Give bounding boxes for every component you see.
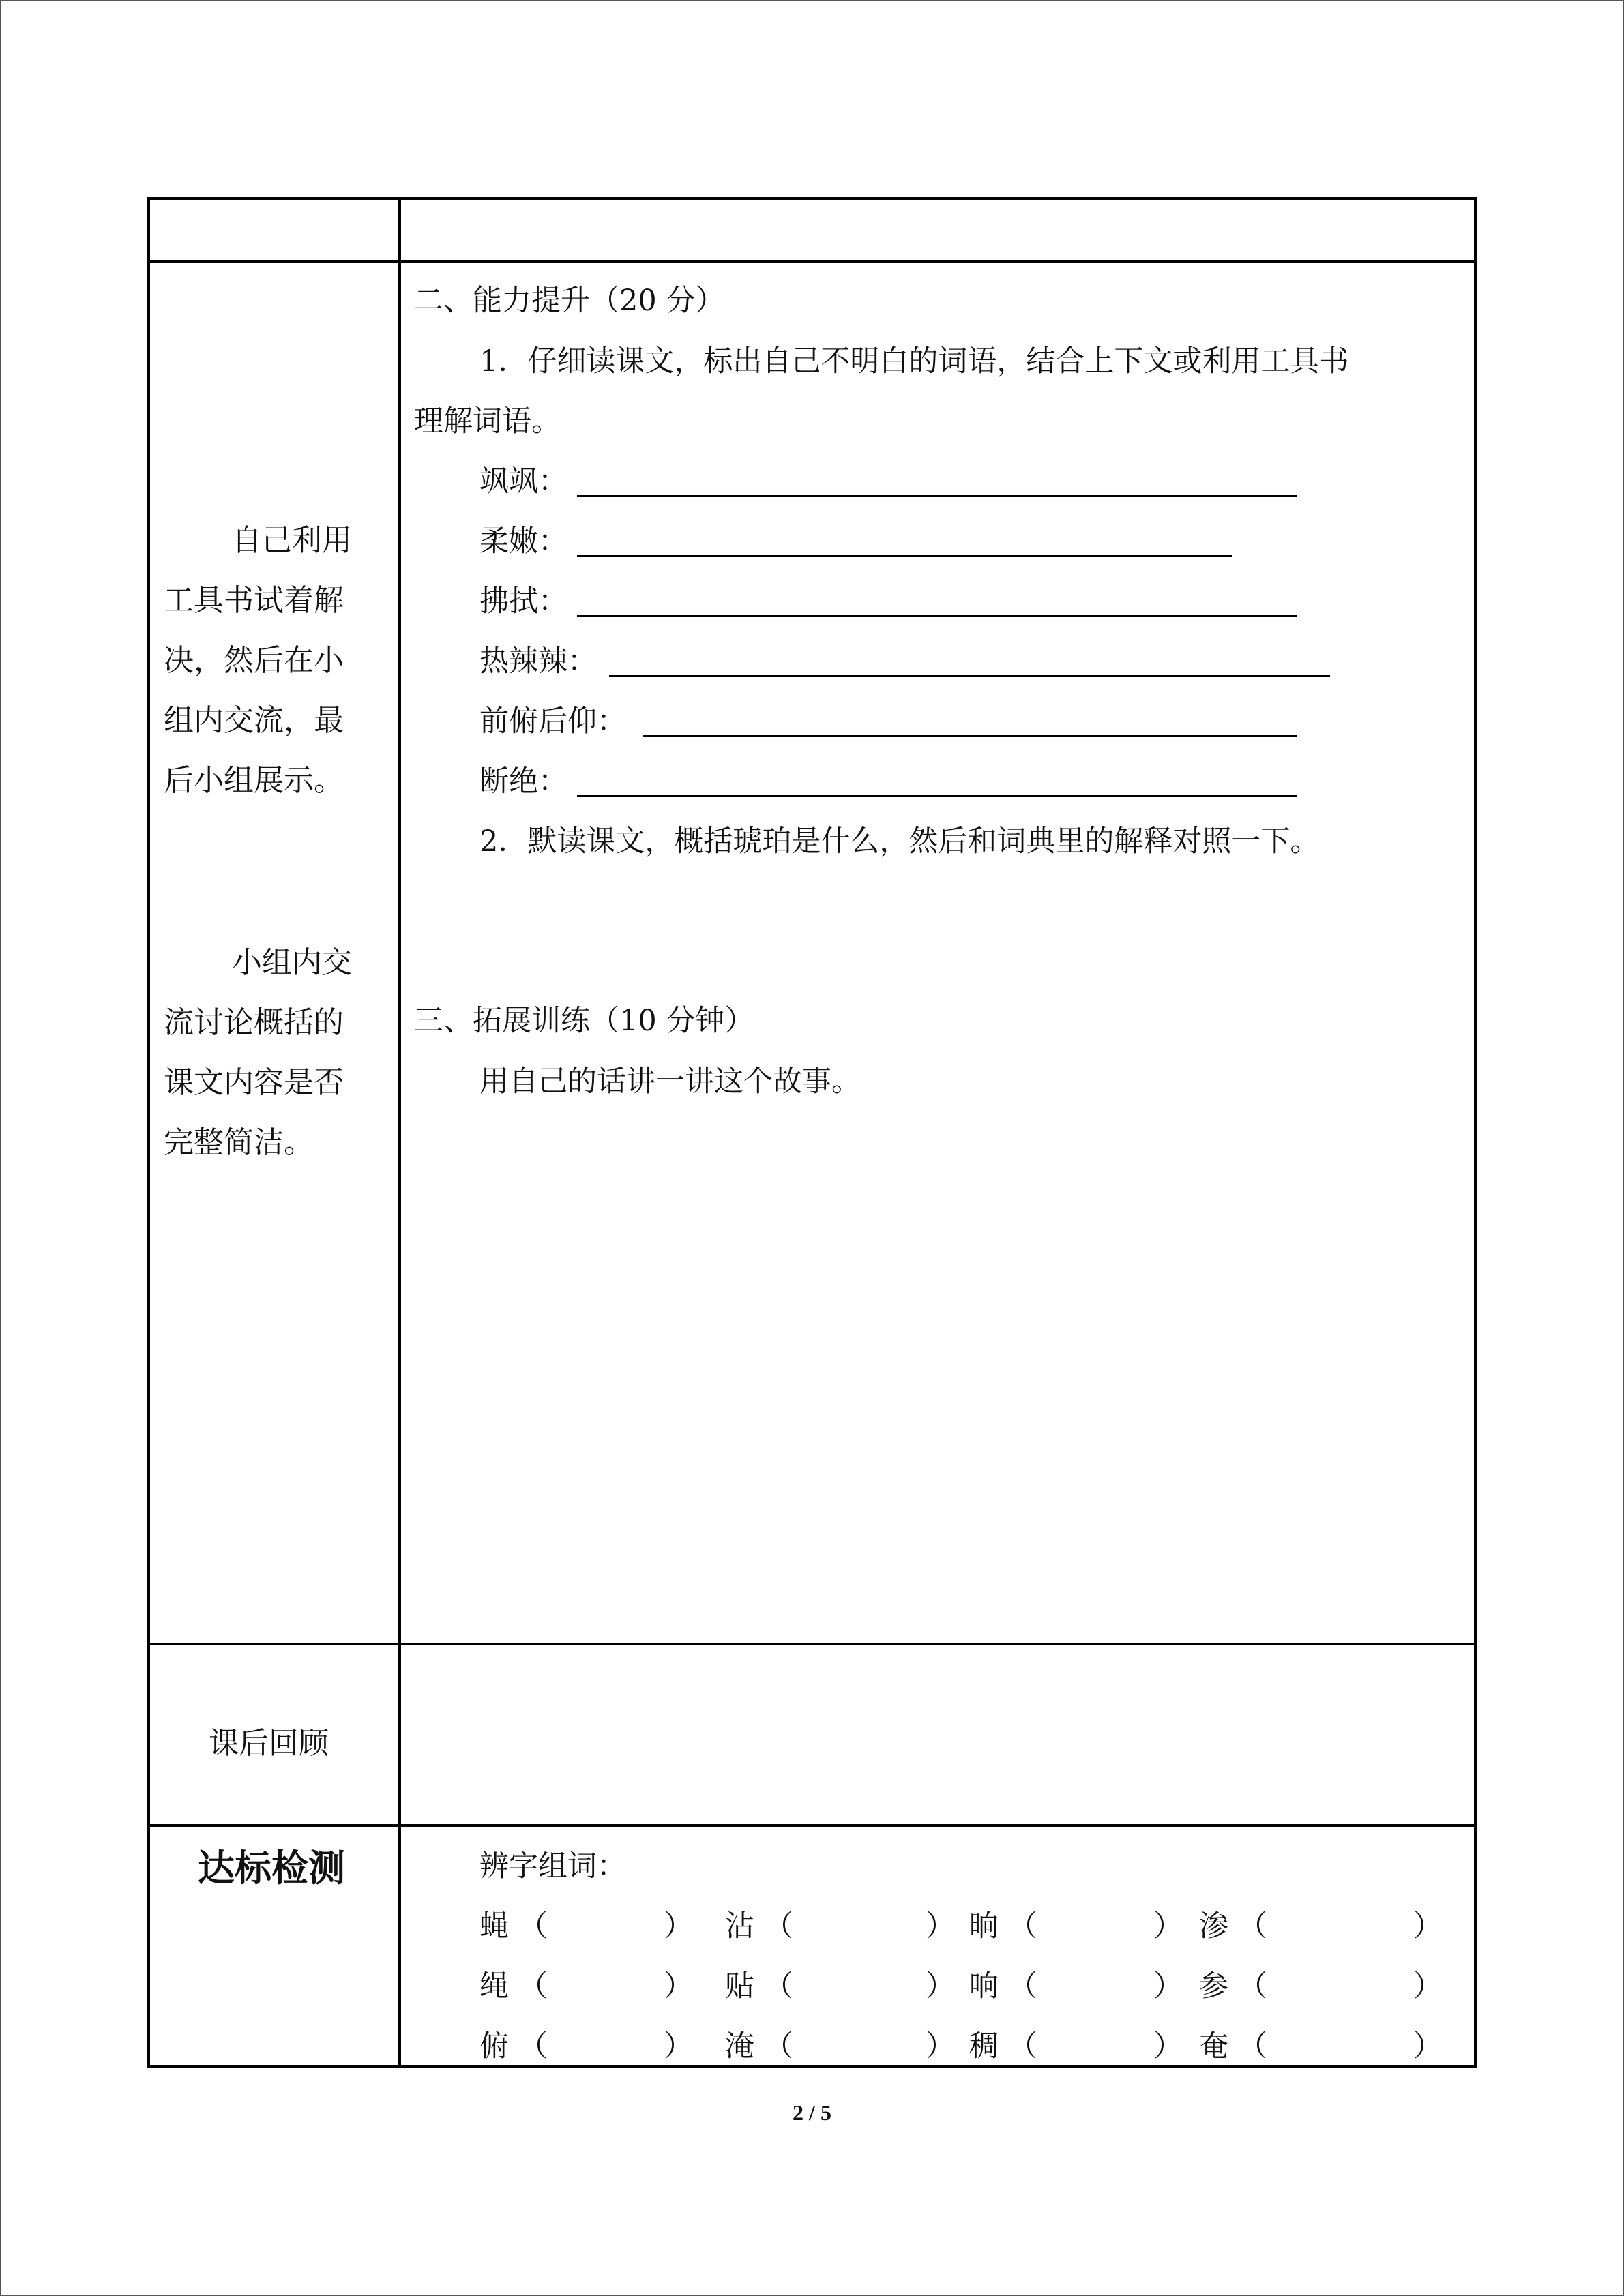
open-paren: （	[1238, 1909, 1267, 1943]
open-paren: （	[518, 1909, 548, 1943]
row-divider-1	[150, 260, 1474, 263]
close-paren: ）	[1153, 1969, 1183, 2003]
close-paren: ）	[926, 1909, 955, 1943]
close-paren: ）	[1413, 2029, 1443, 2063]
open-paren: （	[764, 2029, 793, 2063]
note1-line2: 工具书试着解	[164, 583, 344, 618]
char-tie: 贴	[725, 1969, 754, 2003]
answer-line-fushi[interactable]	[577, 615, 1297, 617]
term-duanjue: 断绝：	[479, 764, 567, 799]
page-number: 2 / 5	[793, 2100, 831, 2125]
open-paren: （	[1238, 2029, 1267, 2063]
answer-line-duanjue[interactable]	[577, 795, 1297, 797]
answer-line-qianfuhouyang[interactable]	[643, 735, 1297, 737]
answer-line-relala[interactable]	[609, 675, 1330, 677]
term-fushi: 拂拭：	[479, 584, 567, 618]
term-qianfuhouyang: 前俯后仰：	[479, 704, 626, 739]
row-divider-2	[150, 1643, 1474, 1645]
close-paren: ）	[664, 1969, 693, 2003]
term-rounen: 柔嫩：	[479, 524, 567, 558]
close-paren: ）	[1413, 1969, 1443, 2003]
close-paren: ）	[1413, 1909, 1443, 1943]
open-paren: （	[1008, 1909, 1037, 1943]
close-paren: ）	[926, 2029, 955, 2063]
note2-line2: 流讨论概括的	[164, 1005, 344, 1040]
review-label: 课后回顾	[209, 1726, 329, 1761]
term-relala: 热辣辣：	[479, 644, 597, 679]
lesson-table	[147, 197, 1477, 2068]
section3-heading: 三、拓展训练（10 分钟）	[414, 1004, 754, 1038]
close-paren: ）	[1153, 1909, 1183, 1943]
row-divider-3	[150, 1824, 1474, 1827]
close-paren: ）	[664, 2029, 693, 2063]
answer-line-sasa[interactable]	[577, 495, 1297, 497]
char-shang: 晌	[969, 1909, 999, 1943]
test-instruction: 辨字组词：	[479, 1849, 626, 1883]
char-xiang: 响	[969, 1969, 999, 2003]
open-paren: （	[518, 2029, 548, 2063]
char-yan2: 奄	[1199, 2029, 1228, 2063]
close-paren: ）	[664, 1909, 693, 1943]
char-chou: 稠	[969, 2029, 999, 2063]
open-paren: （	[1008, 1969, 1037, 2003]
char-shen: 渗	[1199, 1909, 1228, 1943]
char-can: 参	[1199, 1969, 1228, 2003]
char-yan: 淹	[725, 2029, 754, 2063]
note1-line1: 自己利用	[232, 523, 352, 558]
note2-line3: 课文内容是否	[164, 1065, 344, 1100]
question1-line2: 理解词语。	[414, 404, 561, 438]
close-paren: ）	[926, 1969, 955, 2003]
note1-line5: 后小组展示。	[164, 763, 344, 798]
note2-line4: 完整简洁。	[164, 1125, 314, 1160]
note1-line4: 组内交流，最	[164, 703, 344, 738]
char-sheng: 绳	[479, 1969, 509, 2003]
column-divider	[398, 200, 401, 2065]
char-ying: 蝇	[479, 1909, 509, 1943]
section3-task: 用自己的话讲一讲这个故事。	[479, 1064, 861, 1099]
term-sasa: 飒飒：	[479, 464, 567, 498]
test-label: 达标检测	[198, 1847, 345, 1890]
note1-line3: 决，然后在小	[164, 643, 344, 678]
char-fu: 俯	[479, 2029, 509, 2063]
open-paren: （	[764, 1909, 793, 1943]
note2-line1: 小组内交	[232, 945, 352, 980]
open-paren: （	[518, 1969, 548, 2003]
answer-line-rounen[interactable]	[577, 555, 1232, 557]
open-paren: （	[1238, 1969, 1267, 2003]
question1-line1: 1．仔细读课文，标出自己不明白的词语，结合上下文或利用工具书	[479, 344, 1349, 378]
close-paren: ）	[1153, 2029, 1183, 2063]
section2-heading: 二、能力提升（20 分）	[414, 284, 725, 318]
open-paren: （	[1008, 2029, 1037, 2063]
char-zhan: 沾	[725, 1909, 754, 1943]
question2: 2．默读课文，概括琥珀是什么，然后和词典里的解释对照一下。	[479, 824, 1320, 859]
open-paren: （	[764, 1969, 793, 2003]
